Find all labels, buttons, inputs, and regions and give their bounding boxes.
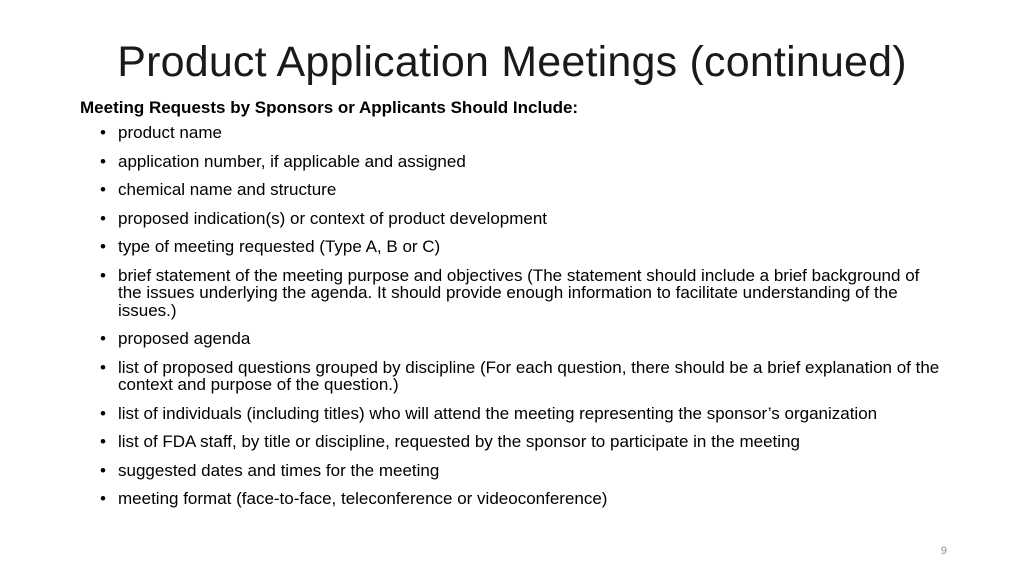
bullet-list bbox=[80, 124, 940, 508]
bullet-text: brief statement of the meeting purpose and objectives (The statement should include a brief background of the issues underlying the agenda. It should provide enough information to facilitate understanding of the issues.) bbox=[118, 265, 920, 320]
bullet-text: proposed indication(s) or context of product development bbox=[118, 208, 548, 228]
bullet-icon: • bbox=[100, 460, 106, 480]
bullet-icon: • bbox=[100, 265, 106, 285]
bullet-icon: • bbox=[100, 180, 106, 199]
bullet-icon: • bbox=[100, 432, 106, 451]
bullet-text: list of individuals (including titles) who will attend the meeting representing the sponsor’s organization bbox=[118, 403, 878, 423]
bullet-icon: • bbox=[100, 489, 106, 508]
bullet-icon: • bbox=[100, 123, 106, 142]
bullet-text: application number, if applicable and assigned bbox=[118, 151, 466, 171]
bullet-text: proposed agenda bbox=[118, 329, 251, 348]
bullet-item bbox=[100, 433, 940, 451]
slide-title: Product Application Meetings (continued) bbox=[117, 38, 907, 86]
bullet-text: product name bbox=[118, 123, 222, 142]
bullet-icon: • bbox=[100, 357, 106, 377]
bullet-icon: • bbox=[100, 403, 106, 423]
bullet-item bbox=[100, 462, 940, 480]
bullet-icon: • bbox=[100, 208, 106, 228]
bullet-item bbox=[100, 490, 940, 508]
bullet-icon: • bbox=[100, 329, 106, 348]
bullet-item bbox=[100, 359, 940, 394]
bullet-item bbox=[100, 238, 940, 256]
bullet-icon: • bbox=[100, 151, 106, 171]
intro-heading: Meeting Requests by Sponsors or Applicants Should Include: bbox=[80, 98, 579, 117]
bullet-text: meeting format (face-to-face, teleconference or videoconference) bbox=[118, 489, 608, 508]
bullet-text: type of meeting requested (Type A, B or C) bbox=[118, 237, 441, 256]
bullet-item bbox=[100, 181, 940, 199]
slide-content bbox=[80, 96, 940, 519]
bullet-item bbox=[100, 124, 940, 142]
bullet-item bbox=[100, 153, 940, 171]
bullet-text: suggested dates and times for the meeting bbox=[118, 460, 440, 480]
bullet-item bbox=[100, 267, 940, 320]
bullet-text: list of FDA staff, by title or discipline, requested by the sponsor to participate in the meeting bbox=[118, 432, 800, 451]
bullet-item bbox=[100, 330, 940, 348]
bullet-item bbox=[100, 405, 940, 423]
bullet-text: chemical name and structure bbox=[118, 180, 337, 199]
page-number: 9 bbox=[940, 545, 947, 557]
bullet-item bbox=[100, 210, 940, 228]
bullet-icon: • bbox=[100, 237, 106, 256]
bullet-text: list of proposed questions grouped by discipline (For each question, there should be a brief explanation of the context and purpose of the question.) bbox=[118, 357, 940, 394]
